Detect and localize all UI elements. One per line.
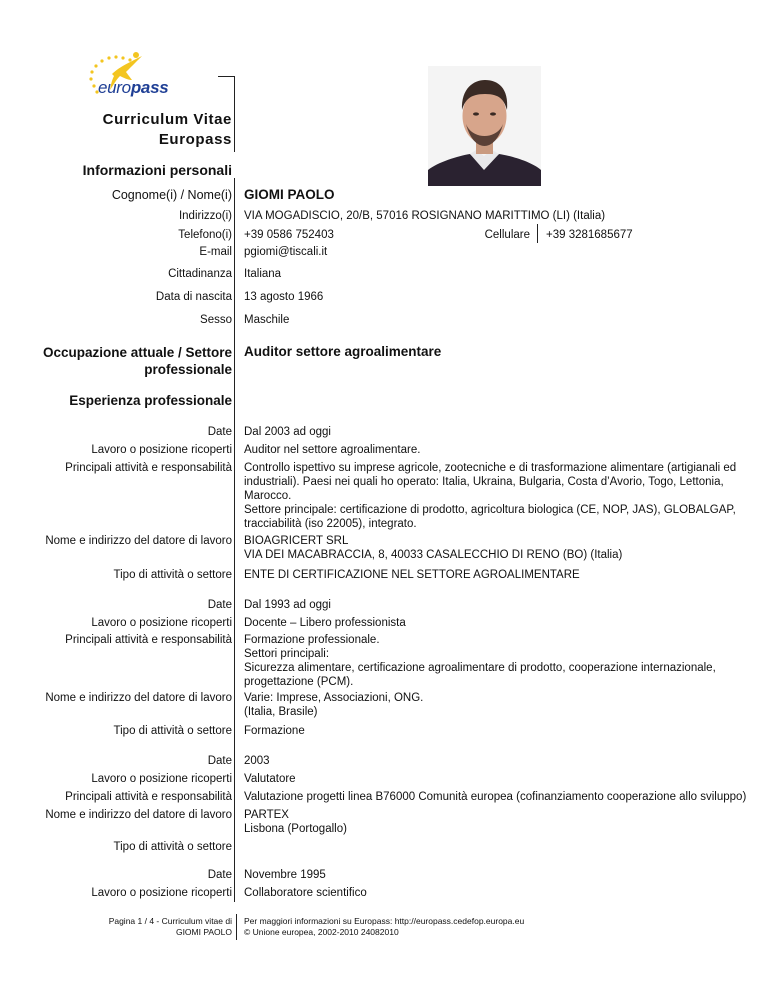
exp2-position-value: Docente – Libero professionista (244, 617, 406, 629)
exp2-activities-line: Formazione professionale. (244, 634, 380, 646)
exp2-position-label: Lavoro o posizione ricoperti (91, 617, 232, 629)
logo-pass-text: pass (130, 78, 169, 97)
exp1-type-label: Tipo di attività o settore (113, 569, 232, 581)
person-photo-icon (428, 66, 541, 186)
exp4-position-value: Collaboratore scientifico (244, 887, 367, 899)
address-value: VIA MOGADISCIO, 20/B, 57016 ROSIGNANO MARITTIMO (LI) (Italia) (244, 210, 606, 222)
occupation-label-line1: Occupazione attuale / Settore (42, 345, 232, 360)
exp2-employer-line: Varie: Imprese, Associazioni, ONG. (244, 692, 424, 704)
exp2-date-label: Date (207, 599, 232, 611)
email-value: pgiomi@tiscali.it (244, 246, 328, 258)
exp2-employer-label: Nome e indirizzo del datore di lavoro (45, 692, 232, 704)
header-bracket-vertical (234, 76, 235, 152)
footer-copyright: © Unione europea, 2002-2010 24082010 (244, 927, 399, 937)
exp3-employer-line: Lisbona (Portogallo) (244, 823, 347, 835)
phone-label: Telefono(i) (178, 229, 232, 241)
exp1-activities-line: Controllo ispettivo su imprese agricole, zootecniche e di trasformazione alimentare (artigianali ed (244, 462, 737, 474)
exp1-date-value: Dal 2003 ad oggi (244, 426, 331, 438)
citizenship-label: Cittadinanza (168, 268, 232, 280)
sex-label: Sesso (200, 314, 232, 326)
exp3-type-label: Tipo di attività o settore (113, 841, 232, 853)
exp1-employer-line: VIA DEI MACABRACCIA, 8, 40033 CASALECCHIO DI RENO (BO) (Italia) (244, 549, 623, 561)
exp1-date-label: Date (207, 426, 232, 438)
address-label: Indirizzo(i) (178, 210, 232, 222)
mobile-value: +39 3281685677 (546, 229, 633, 241)
exp2-employer-value (244, 691, 423, 719)
occupation-label-line2: professionale (144, 362, 232, 377)
exp3-employer-label: Nome e indirizzo del datore di lavoro (45, 809, 232, 821)
sex-value: Maschile (244, 314, 290, 326)
exp1-employer-label: Nome e indirizzo del datore di lavoro (45, 535, 232, 547)
logo-euro-text: euro (98, 78, 131, 97)
exp2-activities-line: Sicurezza alimentare, certificazione agroalimentare di prodotto, cooperazione internazionale, (244, 662, 716, 674)
name-value: GIOMI PAOLO (244, 187, 335, 202)
exp3-position-value: Valutatore (244, 773, 296, 785)
exp1-activities-line: industriali). Paesi nei quali ho operato: Italia, Ukraina, Bulgaria, Costa d’Avorio, Togo, Lettonia, (244, 476, 724, 488)
exp3-employer-value (244, 808, 347, 836)
email-label: E-mail (199, 246, 232, 258)
exp1-employer-value (244, 534, 622, 562)
exp2-type-value: Formazione (244, 725, 305, 737)
mobile-divider (537, 224, 538, 243)
exp2-type-label: Tipo di attività o settore (113, 725, 232, 737)
phone-value: +39 0586 752403 (244, 229, 334, 241)
name-label: Cognome(i) / Nome(i) (111, 188, 232, 202)
exp3-date-label: Date (207, 755, 232, 767)
occupation-label (43, 344, 232, 378)
footer-right (244, 916, 524, 938)
exp2-date-value: Dal 1993 ad oggi (244, 599, 331, 611)
exp1-activities-label: Principali attività e responsabilità (65, 462, 232, 474)
exp2-activities-label: Principali attività e responsabilità (65, 634, 232, 646)
europass-wordmark (98, 78, 168, 98)
birth-date-value: 13 agosto 1966 (244, 291, 324, 303)
exp2-employer-line: (Italia, Brasile) (244, 706, 318, 718)
profile-photo (428, 66, 541, 186)
footer-divider (236, 914, 237, 940)
exp1-activities-line: Marocco. (244, 490, 292, 502)
birth-date-label: Data di nascita (155, 291, 232, 303)
exp2-activities-value (244, 633, 716, 689)
footer-name: GIOMI PAOLO (175, 927, 232, 937)
exp2-activities-line: progettazione (PCM). (244, 676, 354, 688)
personal-info-heading: Informazioni personali (82, 162, 232, 178)
header-bracket-horizontal (218, 76, 235, 77)
exp3-employer-line: PARTEX (244, 809, 289, 821)
footer-left (109, 916, 232, 938)
exp3-activities-value: Valutazione progetti linea B76000 Comunità europea (cofinanziamento cooperazione allo sviluppo) (244, 791, 747, 803)
exp1-activities-value (244, 461, 736, 531)
experience-heading: Esperienza professionale (69, 393, 232, 408)
exp1-type-value: ENTE DI CERTIFICAZIONE NEL SETTORE AGROALIMENTARE (244, 569, 580, 581)
exp2-activities-line: Settori principali: (244, 648, 330, 660)
europass-logo (84, 50, 184, 100)
exp1-employer-line: BIOAGRICERT SRL (244, 535, 349, 547)
footer-page-info: Pagina 1 / 4 - Curriculum vitae di (108, 916, 232, 926)
exp4-date-value: Novembre 1995 (244, 869, 326, 881)
citizenship-value: Italiana (244, 268, 282, 280)
main-column-divider-lower (234, 872, 235, 902)
cv-title-line1: Curriculum Vitae (102, 111, 232, 128)
mobile-label: Cellulare (484, 229, 530, 241)
exp3-activities-label: Principali attività e responsabilità (65, 791, 232, 803)
exp3-date-value: 2003 (244, 755, 270, 767)
exp1-position-value: Auditor nel settore agroalimentare. (244, 444, 421, 456)
exp1-activities-line: Settore principale: certificazione di prodotto, agricoltura biologica (CE, NOP, JAS), GLOBALGAP, (244, 504, 736, 516)
occupation-value: Auditor settore agroalimentare (244, 344, 442, 359)
footer-info-link[interactable]: Per maggiori informazioni su Europass: http://europass.cedefop.europa.eu (244, 916, 525, 926)
exp1-position-label: Lavoro o posizione ricoperti (91, 444, 232, 456)
exp3-position-label: Lavoro o posizione ricoperti (91, 773, 232, 785)
exp4-position-label: Lavoro o posizione ricoperti (91, 887, 232, 899)
main-column-divider (234, 178, 235, 872)
cv-title (103, 110, 232, 150)
exp1-activities-line: tracciabilità (iso 22005), integrato. (244, 518, 417, 530)
cv-title-line2: Europass (158, 131, 232, 148)
exp4-date-label: Date (207, 869, 232, 881)
